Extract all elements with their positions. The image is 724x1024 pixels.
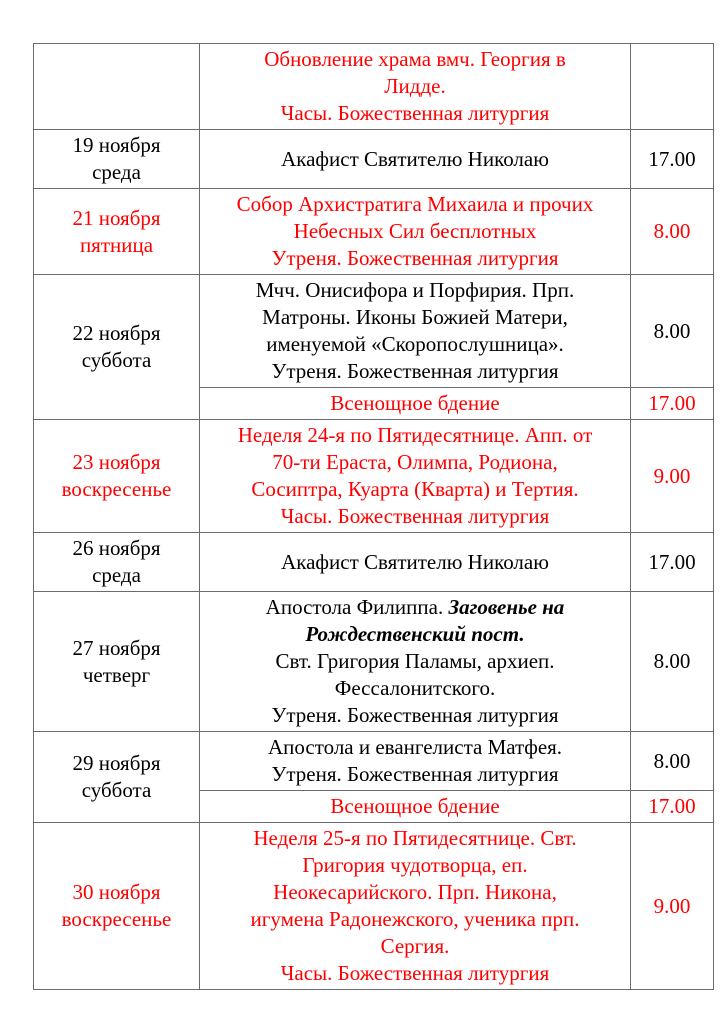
service-text: 26 ноября	[72, 536, 161, 560]
service-time-cell: 8.00	[631, 732, 714, 791]
table-row	[34, 592, 714, 732]
service-text: пятница	[79, 232, 154, 257]
service-time-cell: 9.00	[631, 823, 714, 990]
service-description-cell	[200, 189, 631, 275]
date-cell	[34, 732, 200, 823]
service-text: Всенощное бдение	[330, 391, 500, 415]
service-text: именуемой «Скоропослушница».	[266, 332, 564, 356]
table-row	[34, 732, 714, 791]
service-time-cell: 17.00	[631, 791, 714, 823]
service-text: Григория чудотворца, еп.	[302, 853, 528, 877]
service-text: Неделя 24-я по Пятидесятнице. Апп. от	[237, 423, 593, 447]
service-text: Утреня. Божественная литургия	[271, 246, 559, 270]
service-description-cell	[200, 44, 631, 130]
service-text-emphasis: Заговенье на	[448, 595, 565, 619]
service-text: Сергия.	[380, 934, 450, 958]
service-description-cell	[200, 823, 631, 990]
service-text: воскресенье	[61, 907, 172, 931]
table-row	[34, 823, 714, 990]
service-text: Неокесарийского. Прп. Никона,	[273, 880, 557, 904]
service-description-cell	[200, 388, 631, 420]
date-cell	[34, 420, 200, 533]
service-description-cell	[200, 791, 631, 823]
service-text: 70-ти Ераста, Олимпа, Родиона,	[272, 450, 558, 474]
date-cell	[34, 44, 200, 130]
service-time-cell: 8.00	[631, 275, 714, 388]
service-description-cell	[200, 533, 631, 592]
service-text: воскресенье	[61, 477, 172, 501]
date-cell	[34, 823, 200, 990]
service-text: Сосиптра, Куарта (Кварта) и Тертия.	[251, 477, 579, 501]
service-description-cell	[200, 592, 631, 732]
service-text: 30 ноября	[72, 880, 161, 904]
service-text: среда	[92, 160, 141, 184]
service-text: Всенощное бдение	[330, 794, 500, 818]
service-text: 21 ноября	[72, 205, 161, 230]
service-text: Часы. Божественная литургия	[280, 504, 550, 528]
service-text: Мчч. Онисифора и Порфирия. Прп.	[255, 278, 575, 302]
service-text: Обновление храма вмч. Георгия в	[264, 47, 566, 71]
date-cell	[34, 130, 200, 189]
service-text: Апостола Филиппа.	[265, 595, 449, 619]
service-text: 27 ноября	[72, 635, 161, 660]
service-time-cell: 17.00	[631, 388, 714, 420]
service-description-cell	[200, 732, 631, 791]
service-time-cell: 8.00	[631, 592, 714, 732]
service-text: Утреня. Божественная литургия	[271, 703, 559, 727]
service-time-cell: 17.00	[631, 130, 714, 189]
table-row	[34, 420, 714, 533]
service-text: Акафист Святителю Николаю	[281, 549, 549, 574]
service-text: Апостола и евангелиста Матфея.	[267, 735, 563, 759]
service-text: 22 ноября	[72, 321, 161, 345]
service-text: Матроны. Иконы Божией Матери,	[262, 305, 568, 329]
schedule-table-container	[33, 43, 714, 990]
date-cell	[34, 533, 200, 592]
service-text: Лидде.	[384, 74, 446, 98]
service-description-cell	[200, 275, 631, 388]
service-text: 29 ноября	[72, 751, 161, 775]
service-text: Утреня. Божественная литургия	[271, 762, 559, 786]
service-text: 23 ноября	[72, 450, 161, 474]
service-text: Часы. Божественная литургия	[280, 961, 550, 985]
service-text: Небесных Сил бесплотных	[293, 219, 537, 243]
service-text: среда	[92, 563, 141, 587]
service-text: Неделя 25-я по Пятидесятнице. Свт.	[253, 826, 577, 850]
service-description-cell	[200, 130, 631, 189]
table-row	[34, 189, 714, 275]
date-cell	[34, 275, 200, 420]
service-text: игумена Радонежского, ученика прп.	[250, 907, 580, 931]
service-time-cell: 8.00	[631, 189, 714, 275]
table-row	[34, 130, 714, 189]
service-time-cell: 17.00	[631, 533, 714, 592]
service-text: Часы. Божественная литургия	[280, 101, 550, 125]
service-text: Фессалонитского.	[334, 676, 496, 700]
service-text: Утреня. Божественная литургия	[271, 359, 559, 383]
service-description-cell	[200, 420, 631, 533]
date-cell	[34, 189, 200, 275]
service-text: Свт. Григория Паламы, архиеп.	[275, 649, 555, 673]
service-text: суббота	[81, 348, 152, 372]
service-text-emphasis: Рождественский пост.	[305, 622, 525, 646]
service-text: 19 ноября	[72, 133, 161, 157]
service-text: Акафист Святителю Николаю	[281, 146, 549, 171]
schedule-table	[33, 43, 714, 990]
service-time-cell: 9.00	[631, 420, 714, 533]
schedule-table-body	[34, 44, 714, 990]
service-text: четверг	[82, 662, 151, 687]
table-row	[34, 533, 714, 592]
table-row	[34, 44, 714, 130]
service-time-cell	[631, 44, 714, 130]
date-cell	[34, 592, 200, 732]
table-row	[34, 275, 714, 388]
service-text: суббота	[81, 778, 152, 802]
service-text: Собор Архистратига Михаила и прочих	[236, 192, 594, 216]
